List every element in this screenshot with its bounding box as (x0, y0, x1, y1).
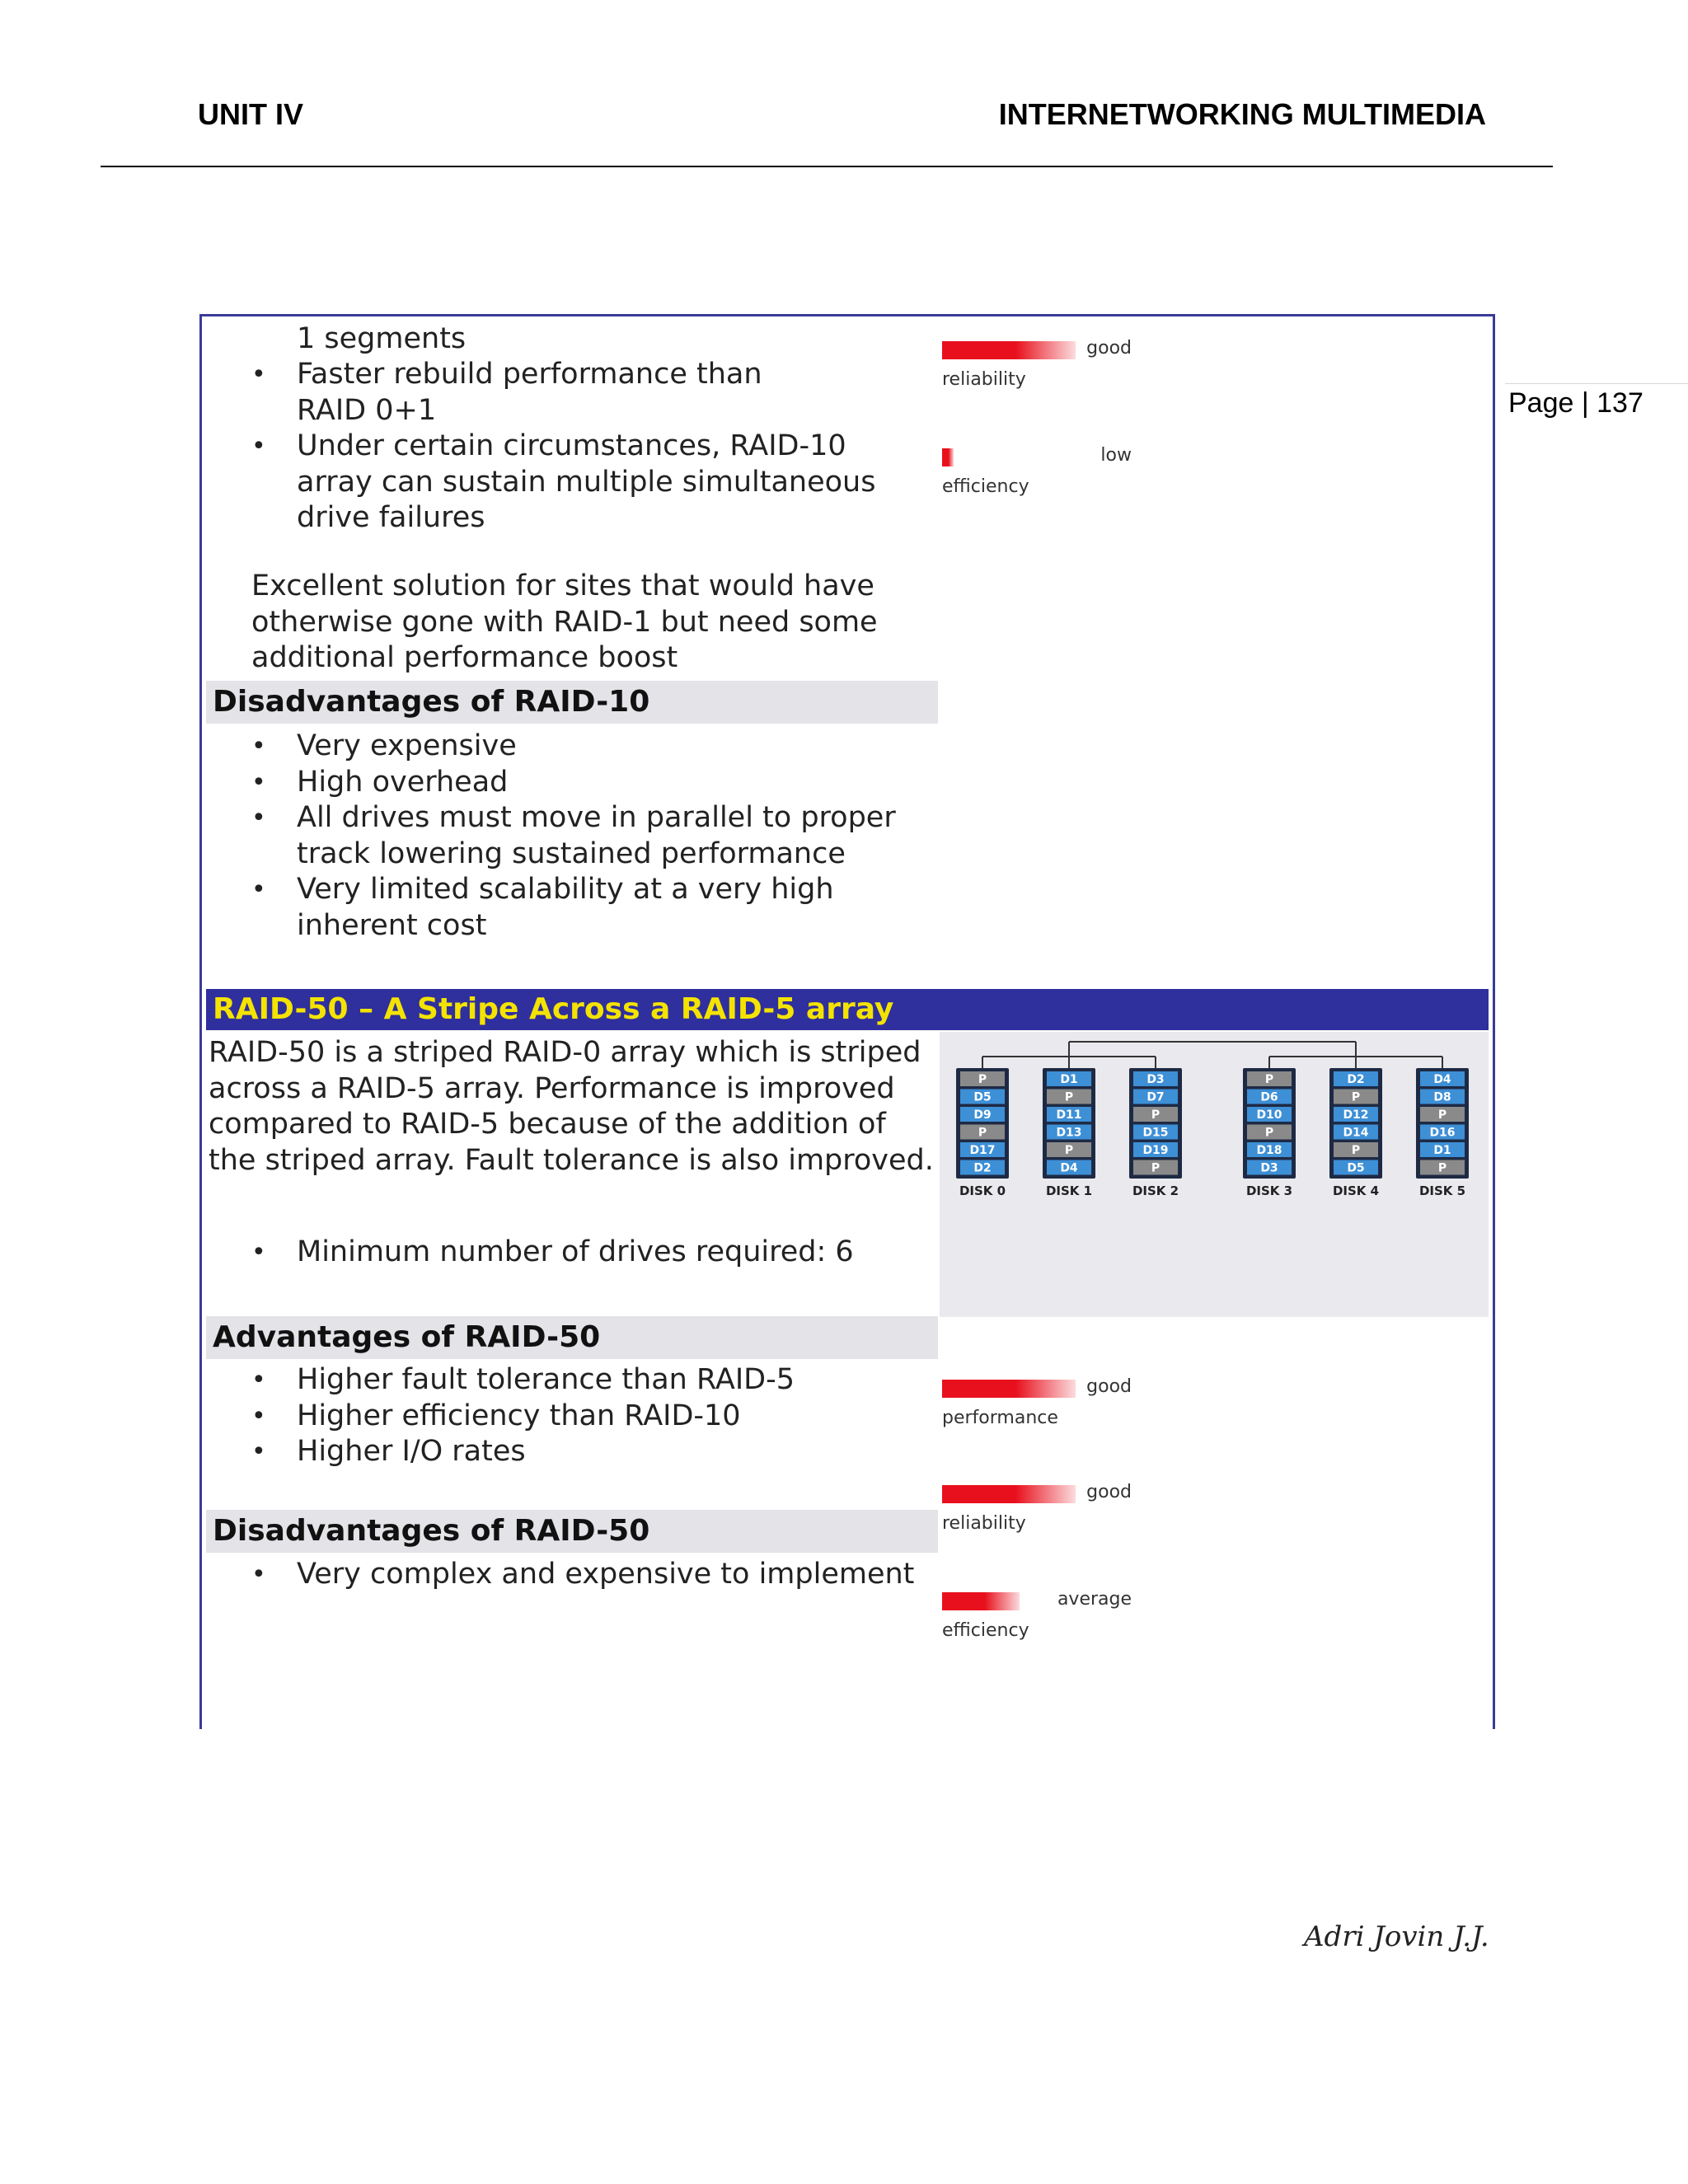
meter-label: efficiency (942, 1620, 1029, 1641)
list-item: • Under certain circumstances, RAID-10 array can sustain multiple simultaneous drive failures (206, 429, 923, 537)
block-label: D6 (1260, 1090, 1278, 1104)
block-label: P (1264, 1073, 1274, 1086)
block-label: P (978, 1073, 987, 1086)
disk-label: DISK 2 (1132, 1183, 1179, 1198)
block-label: D3 (1146, 1073, 1165, 1086)
block-label: D10 (1256, 1108, 1282, 1122)
raid10-disadvantages-list (206, 729, 940, 944)
meter-value: low (1100, 445, 1132, 466)
block-label: D14 (1343, 1126, 1369, 1140)
raid50-advantages-heading: Advantages of RAID-50 (206, 1316, 938, 1359)
raid10-advantages-list (206, 357, 940, 537)
block-label: D19 (1142, 1144, 1169, 1157)
list-item: • Very expensive (206, 729, 940, 765)
meter-value: average (1057, 1589, 1132, 1610)
raid50-advantages-list (206, 1362, 940, 1470)
meter-value: good (1086, 338, 1132, 359)
block-label: P (1264, 1126, 1274, 1140)
block-label: D4 (1433, 1073, 1451, 1086)
disk-label: DISK 1 (1045, 1183, 1093, 1198)
block-label: P (1351, 1144, 1361, 1157)
list-item: • High overhead (206, 765, 940, 801)
block-label: D17 (969, 1144, 996, 1157)
list-item: • All drives must move in parallel to proper track lowering sustained performance (206, 800, 923, 872)
meter-label: efficiency (942, 476, 1029, 497)
list-item: • Very limited scalability at a very high inherent cost (206, 872, 923, 944)
meter-label: performance (942, 1408, 1058, 1428)
meter-value: good (1086, 1376, 1132, 1397)
meter-value: good (1086, 1482, 1132, 1502)
block-label: P (1437, 1108, 1447, 1122)
page-number-rule (1505, 383, 1688, 384)
list-item: • Minimum number of drives required: 6 (206, 1235, 940, 1271)
block-label: D15 (1142, 1126, 1169, 1140)
raid50-disadvantages-list (206, 1557, 940, 1593)
disk-label: DISK 5 (1418, 1183, 1466, 1198)
block-label: D8 (1433, 1090, 1451, 1104)
block-label: D1 (1433, 1144, 1451, 1157)
block-label: D13 (1056, 1126, 1082, 1140)
meter-bar (942, 1485, 1076, 1503)
disk-label: DISK 4 (1332, 1183, 1380, 1198)
unit-label: UNIT IV (198, 97, 304, 131)
block-label: D7 (1146, 1090, 1165, 1104)
continued-text: 1 segments (297, 322, 467, 355)
raid10-summary: Excellent solution for sites that would have otherwise gone with RAID-1 but need some additional performance boost (251, 569, 878, 674)
block-label: D2 (973, 1161, 992, 1175)
raid50-diagram (940, 1032, 1489, 1317)
block-label: D3 (1260, 1161, 1278, 1175)
list-item: • Very complex and expensive to implement (206, 1557, 940, 1593)
meter-bar (942, 1380, 1076, 1398)
meter-bar (942, 341, 1076, 359)
block-label: D9 (973, 1108, 992, 1122)
list-item: • Higher I/O rates (206, 1434, 940, 1470)
content-frame (199, 314, 1495, 1729)
block-label: D5 (973, 1090, 992, 1104)
block-label: D2 (1347, 1073, 1365, 1086)
block-label: D12 (1343, 1108, 1369, 1122)
list-item: • Higher efficiency than RAID-10 (206, 1399, 940, 1435)
meter-label: reliability (942, 1513, 1026, 1534)
block-label: D18 (1256, 1144, 1282, 1157)
header-rule (101, 166, 1553, 167)
raid50-disk-diagram (940, 1032, 1489, 1317)
document-title: INTERNETWORKING MULTIMEDIA (998, 97, 1486, 131)
block-label: P (978, 1126, 987, 1140)
block-label: P (1151, 1108, 1160, 1122)
meter-label: reliability (942, 369, 1026, 390)
author-signature: Adri Jovin J.J. (1304, 1920, 1489, 1953)
block-label: P (1151, 1161, 1160, 1175)
raid10-disadvantages-heading: Disadvantages of RAID-10 (206, 681, 938, 724)
block-label: P (1351, 1090, 1361, 1104)
raid50-requirements-list (206, 1235, 940, 1271)
block-label: D4 (1060, 1161, 1078, 1175)
block-label: D1 (1060, 1073, 1078, 1086)
raid50-section-banner: RAID-50 – A Stripe Across a RAID-5 array (206, 989, 1489, 1030)
meter-bar (942, 1592, 1020, 1610)
meter-bar (942, 448, 954, 466)
disk-label: DISK 0 (959, 1183, 1006, 1198)
list-item: • Faster rebuild performance than RAID 0+1 (206, 357, 832, 429)
page-number: Page | 137 (1508, 387, 1643, 419)
block-label: D16 (1429, 1126, 1456, 1140)
disk-label: DISK 3 (1245, 1183, 1293, 1198)
block-label: P (1437, 1161, 1447, 1175)
block-label: D5 (1347, 1161, 1365, 1175)
block-label: D11 (1056, 1108, 1082, 1122)
list-item: • Higher fault tolerance than RAID-5 (206, 1362, 940, 1399)
raid50-disadvantages-heading: Disadvantages of RAID-50 (206, 1510, 938, 1553)
block-label: P (1064, 1144, 1074, 1157)
block-label: P (1064, 1090, 1074, 1104)
raid50-description: RAID-50 is a striped RAID-0 array which is striped across a RAID-5 array. Performance is improved compared to RAID-5 because of the addition of the striped array. Fault tolerance is also improved. (209, 1036, 934, 1177)
